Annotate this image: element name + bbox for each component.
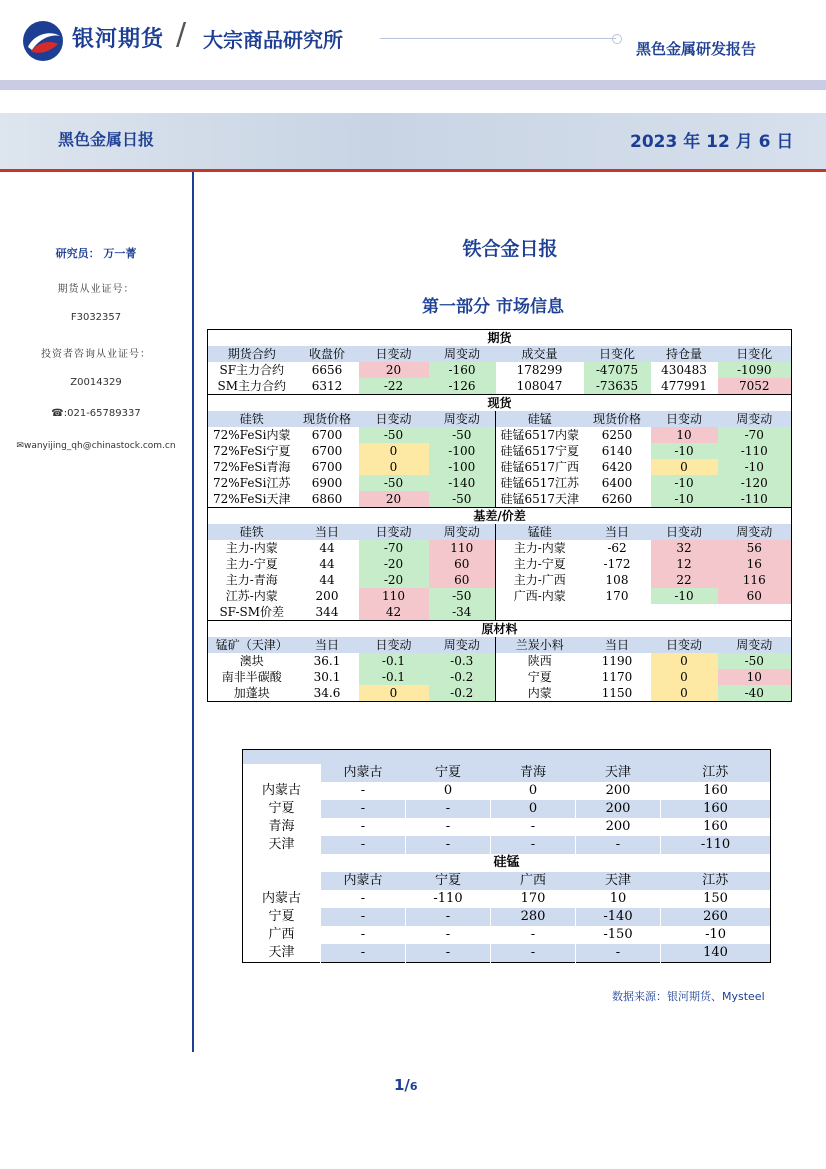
table-cell: 430483 [661,363,707,377]
table-cell: - [491,926,576,944]
spot-section-title-row [208,395,792,412]
table-row [208,443,792,459]
table-cell: 20 [359,362,429,378]
table-cell: -110 [718,443,792,459]
raw-header-row [208,637,792,653]
table-cell: 10 [576,890,661,908]
table-cell: 150 [661,890,771,908]
table-cell: 主力-内蒙 [225,541,278,555]
researcher-name: 研究员： 万一菁 [55,247,137,260]
table-cell: 170 [491,890,576,908]
column-header: 广西 [491,872,576,890]
table-cell: 6140 [601,444,633,458]
table-cell: 内蒙 [496,685,584,702]
table-cell: 10 [651,427,718,443]
column-header: 当日 [584,524,651,540]
company-name: 银河期货 [72,27,165,52]
futures-section-title: 期货 [208,330,792,347]
table-cell: 72%FeSi天津 [212,492,291,506]
data-source: 数据来源：银河期货、Mysteel [612,990,765,1003]
title-band-red-line [0,169,826,172]
row-header: 内蒙古 [243,782,321,800]
table-cell: 140 [661,944,771,963]
column-header: 锰矿（天津） [208,637,296,653]
table-cell: 主力-广西 [496,572,584,588]
table-cell: 澳块 [239,654,264,668]
row-header: 宁夏 [243,908,321,926]
table-cell: 160 [661,818,771,836]
table-cell: - [321,836,406,854]
table-cell: - [491,818,576,836]
table-cell: 200 [576,818,661,836]
table-cell: -1090 [718,362,792,378]
column-header: 周变动 [429,346,496,362]
table-cell: 江苏-内蒙 [225,589,278,603]
table-cell: 7052 [718,378,792,395]
table-row [208,491,792,508]
table-cell: 硅锰6517宁夏 [496,443,584,459]
header-decor-dot [612,34,622,44]
table-cell: 280 [491,908,576,926]
futures-license-number: F3032357 [70,312,122,323]
table-row [243,818,771,836]
table-cell: 主力-宁夏 [225,557,278,571]
simn-header-row [243,872,771,890]
table-cell: 6312 [311,379,343,393]
table-cell: -100 [429,459,496,475]
table-cell: 0 [491,800,576,818]
table-row [243,944,771,963]
column-header: 硅铁 [208,524,296,540]
table-cell: 344 [315,605,339,619]
table-cell: 108 [605,573,629,587]
column-header: 日变动 [651,637,718,653]
table-cell: 10 [718,669,792,685]
table-cell: - [321,926,406,944]
email-address[interactable]: ✉wanyijing_qh@chinastock.com.cn [16,441,176,451]
table-cell: -40 [718,685,792,702]
column-header: 现货价格 [296,411,359,427]
table-cell: -140 [576,908,661,926]
report-type: 黑色金属研发报告 [636,40,757,58]
table-row [208,669,792,685]
column-header: 江苏 [661,872,771,890]
table-cell: 200 [315,589,339,603]
table-cell: - [321,800,406,818]
table-cell: 广西-内蒙 [496,588,584,604]
invest-license-label: 投资者咨询从业证号： [41,349,151,360]
column-header: 当日 [584,637,651,653]
table-cell: -70 [359,540,429,556]
table-cell: -62 [607,541,627,555]
table-cell: - [321,818,406,836]
table-cell: 0 [359,685,429,702]
table-cell: 32 [651,540,718,556]
table-cell: 116 [718,572,792,588]
basis-header-row [208,524,792,540]
invest-license-number: Z0014329 [70,377,122,388]
regional-spread-table [242,749,771,963]
column-header: 当日 [296,637,359,653]
table-cell: 44 [319,573,335,587]
column-header: 天津 [576,764,661,782]
institute-name: 大宗商品研究所 [203,28,343,52]
table-row [208,459,792,475]
table-cell: -0.1 [359,653,429,669]
column-header: 持仓量 [651,346,718,362]
table-cell: - [491,836,576,854]
row-header: 宁夏 [243,800,321,818]
table-cell: - [406,836,491,854]
column-header: 兰炭小料 [496,637,584,653]
table-cell: - [321,890,406,908]
table-cell: 72%FeSi内蒙 [212,428,291,442]
table-cell: -0.3 [429,653,496,669]
table-row [243,836,771,854]
table-cell: -160 [429,362,496,378]
simn-section-title: 硅锰 [243,854,771,872]
table-cell: -100 [429,443,496,459]
column-header: 宁夏 [406,872,491,890]
column-header: 收盘价 [296,346,359,362]
table-cell: 0 [491,782,576,800]
table-cell: - [406,818,491,836]
table-row [243,926,771,944]
table-cell [651,604,718,621]
table-cell: 硅锰6517天津 [496,491,584,508]
table-row [243,782,771,800]
table-cell: -0.2 [429,669,496,685]
spread-strip-cell [243,750,771,765]
row-header: 天津 [243,944,321,963]
table-cell: 0 [359,459,429,475]
table-cell [584,604,651,621]
table-cell: -50 [359,475,429,491]
table-cell: 0 [359,443,429,459]
spot-section-title: 现货 [208,395,792,412]
table-cell: -0.1 [359,669,429,685]
table-cell: -120 [718,475,792,491]
column-header: 日变动 [651,411,718,427]
spread-top-strip [243,750,771,765]
table-row [208,653,792,669]
futures-header-row [208,346,792,362]
table-cell: 0 [651,459,718,475]
column-header: 内蒙古 [321,764,406,782]
table-cell: - [406,944,491,963]
table-cell: -10 [651,588,718,604]
table-cell: 110 [359,588,429,604]
table-cell: 6700 [311,428,343,442]
basis-section-title: 基差/价差 [208,508,792,525]
table-cell: - [406,800,491,818]
table-cell: 硅锰6517江苏 [496,475,584,491]
sifer-header-row [243,764,771,782]
table-row [208,362,792,378]
section-title: 第一部分 市场信息 [422,297,564,317]
table-row [208,685,792,702]
table-cell: - [321,782,406,800]
column-header: 日变化 [584,346,651,362]
table-cell: 6700 [311,444,343,458]
table-cell: 160 [661,782,771,800]
column-header: 锰硅 [496,524,584,540]
column-header: 周变动 [429,411,496,427]
table-cell: 36.1 [313,654,341,668]
table-cell: -47075 [584,362,651,378]
table-row [208,475,792,491]
column-header: 天津 [576,872,661,890]
table-cell: -50 [429,588,496,604]
corner-cell [243,764,321,782]
table-cell: 6250 [601,428,633,442]
table-cell: -34 [429,604,496,621]
table-row [208,604,792,621]
table-cell: -10 [651,475,718,491]
column-header: 周变动 [718,524,792,540]
column-header: 日变动 [359,524,429,540]
table-cell: 0 [651,653,718,669]
table-cell: -20 [359,556,429,572]
table-cell: 160 [661,800,771,818]
table-cell: -110 [661,836,771,854]
table-cell: - [576,836,661,854]
column-header: 日变动 [651,524,718,540]
table-cell: 22 [651,572,718,588]
table-cell: 1150 [601,686,633,700]
table-cell: 110 [429,540,496,556]
header-separator: / [176,17,187,52]
table-cell: 260 [661,908,771,926]
table-cell: 16 [718,556,792,572]
table-cell: 60 [429,572,496,588]
table-cell: 加蓬块 [233,686,270,700]
column-header: 日变化 [718,346,792,362]
raw-section-title-row [208,621,792,638]
table-cell: 72%FeSi宁夏 [212,444,291,458]
table-cell: -22 [359,378,429,395]
report-date: 2023 年 12 月 6 日 [630,132,794,152]
table-cell: -10 [651,443,718,459]
table-cell: 1190 [601,654,633,668]
table-cell: 6900 [311,476,343,490]
table-cell: 主力-宁夏 [496,556,584,572]
table-cell: 108047 [516,379,563,393]
header-band-top [0,80,826,90]
table-cell: 陕西 [496,653,584,669]
table-cell: -10 [718,459,792,475]
table-cell: 主力-内蒙 [496,540,584,556]
table-cell: 42 [359,604,429,621]
page-total: 6 [409,1080,418,1093]
spot-header-row [208,411,792,427]
table-cell: -150 [576,926,661,944]
table-cell: 60 [718,588,792,604]
table-cell: 170 [605,589,629,603]
row-header: 广西 [243,926,321,944]
column-header: 宁夏 [406,764,491,782]
column-header: 当日 [296,524,359,540]
column-header: 日变动 [359,346,429,362]
futures-section-title-row [208,330,792,347]
document-title: 铁合金日报 [462,238,558,260]
table-row [208,427,792,443]
table-cell: 6700 [311,460,343,474]
table-cell: 60 [429,556,496,572]
table-row [243,890,771,908]
table-cell: 72%FeSi江苏 [212,476,291,490]
table-cell: -172 [603,557,631,571]
table-cell: 200 [576,782,661,800]
column-header: 成交量 [496,346,584,362]
column-header: 内蒙古 [321,872,406,890]
table-cell: 44 [319,541,335,555]
table-cell: -140 [429,475,496,491]
table-cell: 30.1 [313,670,341,684]
table-cell: 477991 [661,379,707,393]
raw-section-title: 原材料 [208,621,792,638]
column-header: 青海 [491,764,576,782]
column-header: 期货合约 [208,346,296,362]
table-cell: -50 [718,653,792,669]
column-header: 日变动 [359,411,429,427]
table-cell: 20 [359,491,429,508]
column-header: 周变动 [429,637,496,653]
table-cell: 72%FeSi青海 [212,460,291,474]
header-decor-line [380,38,616,39]
table-cell: 1170 [601,670,633,684]
table-cell: 178299 [516,363,563,377]
column-header: 周变动 [429,524,496,540]
table-cell: -70 [718,427,792,443]
futures-license-label: 期货从业证号： [57,284,135,295]
table-cell: 6400 [601,476,633,490]
table-cell: - [491,944,576,963]
table-cell: -126 [429,378,496,395]
band-title: 黑色金属日报 [58,130,155,149]
basis-section-title-row [208,508,792,525]
table-row [208,556,792,572]
column-header: 周变动 [718,637,792,653]
column-header: 江苏 [661,764,771,782]
table-cell: SM主力合约 [217,379,286,393]
table-cell: 0 [406,782,491,800]
table-cell: -0.2 [429,685,496,702]
column-header: 日变动 [359,637,429,653]
column-header: 硅铁 [208,411,296,427]
table-cell: - [406,908,491,926]
table-row [208,588,792,604]
table-cell: 硅锰6517广西 [496,459,584,475]
simn-title-row [243,854,771,872]
table-cell [496,604,584,621]
table-cell: -110 [718,491,792,508]
table-cell: -50 [429,427,496,443]
page-number [394,1076,418,1094]
table-cell: 6260 [601,492,633,506]
table-cell: -110 [406,890,491,908]
table-cell: -50 [429,491,496,508]
table-cell: 44 [319,557,335,571]
column-header: 现货价格 [584,411,651,427]
column-header: 硅锰 [496,411,584,427]
table-cell: 34.6 [313,686,341,700]
table-cell: - [321,944,406,963]
row-header: 青海 [243,818,321,836]
table-cell: 6420 [601,460,633,474]
row-header: 天津 [243,836,321,854]
table-row [243,908,771,926]
table-row [208,378,792,395]
column-header: 周变动 [718,411,792,427]
table-cell: -50 [359,427,429,443]
table-cell: 主力-青海 [225,573,278,587]
galaxy-logo-icon [22,20,64,62]
table-cell: 硅锰6517内蒙 [496,427,584,443]
row-header: 内蒙古 [243,890,321,908]
corner-cell [243,872,321,890]
table-cell: 200 [576,800,661,818]
table-cell: 0 [651,669,718,685]
table-cell: -10 [661,926,771,944]
table-cell [718,604,792,621]
table-cell: 6656 [311,363,343,377]
table-cell: -20 [359,572,429,588]
table-cell: 0 [651,685,718,702]
table-cell: 12 [651,556,718,572]
table-cell: -73635 [584,378,651,395]
page-current: 1/ [394,1076,410,1094]
table-cell: 56 [718,540,792,556]
phone-number: ☎:021-65789337 [51,408,141,419]
table-cell: -10 [651,491,718,508]
market-info-table [207,329,792,702]
table-cell: SF主力合约 [219,363,285,377]
table-cell: 南非半碳酸 [221,670,282,684]
table-cell: - [576,944,661,963]
table-cell: - [321,908,406,926]
table-cell: SF-SM价差 [219,605,285,619]
table-cell: 宁夏 [496,669,584,685]
table-row [208,572,792,588]
table-row [208,540,792,556]
table-row [243,800,771,818]
table-cell: 6860 [311,492,343,506]
table-cell: - [406,926,491,944]
